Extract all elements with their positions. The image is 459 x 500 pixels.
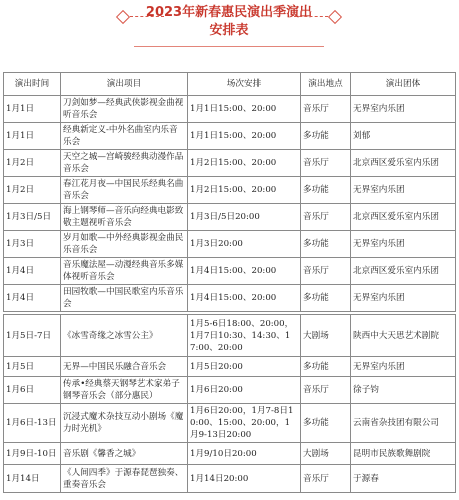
schedule-table-part2 [3,314,456,493]
cell-program: 田园牧歌—中国民歌室内乐音乐会 [61,285,188,312]
cell-schedule: 1月6日20:00，1月7-8日10:00、15:00、20:00，1月9-13日20:00 [188,404,301,443]
cell-venue: 音乐厅 [301,96,351,123]
cell-venue: 多功能 [301,404,351,443]
cell-date: 1月1日 [4,123,61,150]
cell-schedule: 1月3日20:00 [188,231,301,258]
cell-date: 1月1日 [4,96,61,123]
cell-program: 无界—中国民乐融合音乐会 [61,357,188,377]
cell-program: 岁月如歌—中外经典影视金曲民乐音乐会 [61,231,188,258]
title-banner [122,4,336,44]
page-title-line2: 安排表 [209,23,249,38]
cell-troupe: 昆明市民族歌舞剧院 [351,443,456,465]
cell-schedule: 1月9/10日20:00 [188,443,301,465]
cell-venue: 多功能 [301,357,351,377]
cell-schedule: 1月2日15:00、20:00 [188,177,301,204]
cell-troupe: 北京西区爱乐室内乐团 [351,150,456,177]
cell-program: 海上钢琴师—音乐向经典电影致敬主题视听音乐会 [61,204,188,231]
cell-schedule: 1月4日15:00、20:00 [188,258,301,285]
cell-schedule: 1月5日20:00 [188,357,301,377]
cell-program: 经典新定义-中外名曲室内乐音乐会 [61,123,188,150]
table-row [4,231,456,258]
cell-troupe: 云南省杂技团有限公司 [351,404,456,443]
cell-venue: 多功能 [301,123,351,150]
schedule-table-part1 [3,72,456,312]
cell-troupe: 北京西区爱乐室内乐团 [351,204,456,231]
header-troupe: 演出团体 [351,73,456,96]
cell-program: 《冰雪奇缘之冰雪公主》 [61,315,188,357]
cell-troupe: 陕西中大天思艺术剧院 [351,315,456,357]
table-body [4,96,456,312]
cell-schedule: 1月6日20:00 [188,377,301,404]
cell-date: 1月9日-10日 [4,443,61,465]
cell-date: 1月2日 [4,177,61,204]
cell-venue: 多功能 [301,177,351,204]
cell-schedule: 1月3日/5日20:00 [188,204,301,231]
cell-venue: 大剧场 [301,315,351,357]
cell-date: 1月3日 [4,231,61,258]
cell-venue: 音乐厅 [301,204,351,231]
cell-troupe: 于源春 [351,465,456,493]
cell-troupe: 无界室内乐团 [351,285,456,312]
header-schedule: 场次安排 [188,73,301,96]
cell-program: 音乐剧《馨香之城》 [61,443,188,465]
cell-date: 1月3日/5日 [4,204,61,231]
cell-troupe: 无界室内乐团 [351,96,456,123]
cell-date: 1月5日 [4,357,61,377]
dashed-ornament [130,16,164,17]
table-header-row [4,73,456,96]
header-venue: 演出地点 [301,73,351,96]
cell-schedule: 1月4日15:00、20:00 [188,285,301,312]
cell-schedule: 1月5-6日18:00、20:00，1月7日10:30、14:30、17:00、20:00 [188,315,301,357]
table-row [4,177,456,204]
page-title: 2023年新春惠民演出季演出 [145,5,313,20]
cell-schedule: 1月1日15:00、20:00 [188,96,301,123]
table-row [4,258,456,285]
cell-date: 1月4日 [4,258,61,285]
table-row [4,204,456,231]
cell-venue: 音乐厅 [301,258,351,285]
cell-venue: 多功能 [301,231,351,258]
table-row [4,404,456,443]
cell-troupe: 无界室内乐团 [351,177,456,204]
cell-date: 1月4日 [4,285,61,312]
cell-troupe: 无界室内乐团 [351,357,456,377]
table-row [4,315,456,357]
cell-date: 1月5日-7日 [4,315,61,357]
dashed-ornament [294,16,328,17]
cell-venue: 大剧场 [301,443,351,465]
cell-venue: 音乐厅 [301,465,351,493]
cell-program: 刀剑如梦—经典武侠影视金曲视听音乐会 [61,96,188,123]
cell-date: 1月6日-13日 [4,404,61,443]
cell-venue: 音乐厅 [301,150,351,177]
cell-date: 1月2日 [4,150,61,177]
table-body [4,315,456,493]
cell-venue: 多功能 [301,285,351,312]
cell-date: 1月6日 [4,377,61,404]
header-date: 演出时间 [4,73,61,96]
cell-troupe: 徐子钧 [351,377,456,404]
cell-venue: 音乐厅 [301,377,351,404]
table-row [4,443,456,465]
header-program: 演出项目 [61,73,188,96]
table-row [4,357,456,377]
cell-schedule: 1月2日15:00、20:00 [188,150,301,177]
cell-program: 沉浸式魔术杂技互动小剧场《魔力时光机》 [61,404,188,443]
cell-program: 《人间四季》于源春琵琶独奏、重奏音乐会 [61,465,188,493]
cell-program: 天空之城—宫崎骏经典动漫作品音乐会 [61,150,188,177]
table-row [4,465,456,493]
table-row [4,150,456,177]
table-row [4,96,456,123]
table-row [4,285,456,312]
table-row [4,377,456,404]
cell-troupe: 刘郁 [351,123,456,150]
cell-schedule: 1月1日15:00、20:00 [188,123,301,150]
table-row [4,123,456,150]
cell-schedule: 1月14日20:00 [188,465,301,493]
cell-troupe: 无界室内乐团 [351,231,456,258]
cell-date: 1月14日 [4,465,61,493]
cell-program: 传承•经典蔡天钢琴艺术家弟子钢琴音乐会（部分惠民） [61,377,188,404]
title-underline [134,46,324,47]
cell-program: 春江花月夜—中国民乐经典名曲音乐会 [61,177,188,204]
cell-troupe: 北京西区爱乐室内乐团 [351,258,456,285]
cell-program: 音乐魔法屋—动漫经典音乐多媒体视听音乐会 [61,258,188,285]
